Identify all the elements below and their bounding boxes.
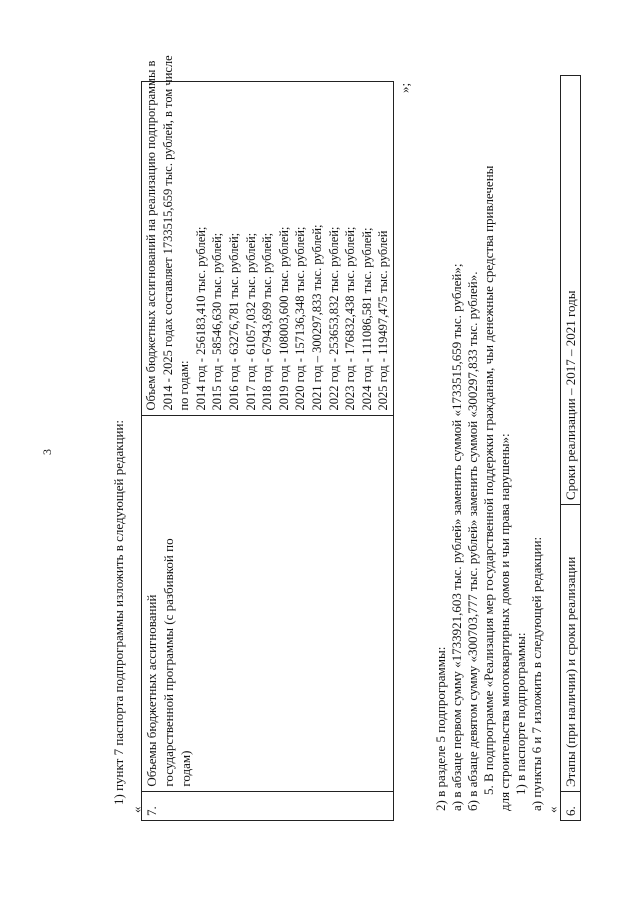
paragraph-5: 5. В подпрограмме «Реализация мер государственной поддержки гражданам, чьи денежные средства привлечены [481,165,496,795]
paragraph-a: а) в абзаце первом сумму «1733921,603 тыс. рублей» заменить суммой «1733515,659 тыс. рублей»; [449,263,464,811]
intro-line: 1) пункт 7 паспорта подпрограммы изложить в следующей редакции: [111,419,126,805]
item-value [142,55,394,416]
item-value: Сроки реализации – 2017 – 2021 годы [561,76,581,505]
value-line: 2014 год - 256183,410 тыс. рублей; [193,226,208,411]
table-row [561,76,581,821]
item-name [142,415,394,791]
value-line: 2016 год - 63276,781 тыс. рублей; [226,232,241,411]
value-line: 2021 год – 300297,833 тыс. рублей; [309,224,324,411]
close-quote: »; [397,82,412,93]
value-line: 2024 год - 111086,581 тыс. рублей; [359,227,374,411]
value-line: 2017 год - 61057,032 тыс. рублей; [243,232,258,411]
table-row [142,82,394,821]
item-number: 6. [561,792,581,821]
open-quote: « [545,806,560,813]
item-name-line: Объемы бюджетных ассигнований [144,594,159,787]
open-quote: « [129,806,144,813]
value-line: 2023 год - 176832,438 тыс. рублей; [343,226,358,411]
item-7-table [141,55,394,821]
value-line: 2019 год - 108003,600 тыс. рублей; [276,226,291,411]
paragraph-b: б) в абзаце девятом сумму «300703,777 тыс. рублей» заменить суммой «300297,833 тыс. рублей». [465,271,480,811]
value-line: 2025 год - 119497,475 тыс. рублей [376,230,391,411]
value-line: 2022 год - 253653,832 тыс. рублей; [326,226,341,411]
paragraph-passport: 1) в паспорте подпрограммы: [513,632,528,795]
paragraph-items-6-7: а) пункты 6 и 7 изложить в следующей редакции: [529,536,544,811]
paragraph-section-5: 2) в разделе 5 подпрограммы: [433,646,448,811]
paragraph-5-continued: для строительства многоквартирных домов и чьи права нарушены»: [497,433,512,811]
value-line: по годам: [177,360,192,411]
page-number: 3 [40,449,54,455]
item-6-table [560,75,581,821]
value-line: 2014 - 2025 годах составляет 1733515,659 тыс. рублей, в том числе [160,55,175,411]
value-line: 2020 год - 157136,348 тыс. рублей; [293,226,308,411]
value-line: 2015 год - 58546,630 тыс. рублей; [210,232,225,411]
item-name-line: годам) [178,750,193,787]
item-name: Этапы (при наличии) и сроки реализации [561,505,581,792]
item-name-line: государственной программы (с разбивкой по [161,538,176,787]
item-number: 7. [142,791,394,820]
value-line: 2018 год - 67943,699 тыс. рублей; [260,232,275,411]
value-line: Объем бюджетных ассигнований на реализацию подпрограммы в [144,60,158,411]
